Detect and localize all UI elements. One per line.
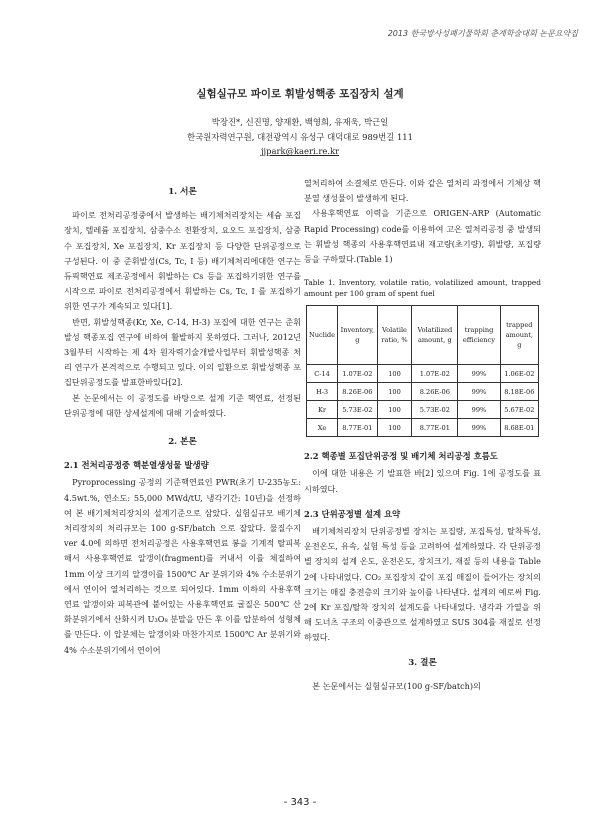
right-paragraph-1: 열처리하여 소결체로 만든다. 이와 같은 열처리 과정에서 기체상 핵분열 생성물이 발생하게 된다. <box>304 178 541 204</box>
paper-affiliation: 한국원자력연구원, 대전광역시 유성구 대덕대로 989번길 111 <box>187 132 413 142</box>
table-cell: 1.07E-02 <box>338 365 378 383</box>
table-header-cell: trapping efficiency <box>458 306 500 365</box>
conclusion-paragraph: 본 논문에서는 실험실규모(100 g-SF/batch)의 <box>312 680 481 691</box>
table-caption: Table 1. Inventory, volatile ratio, volatilized amount, trapped amount per 100 gram of spent fuel <box>304 278 541 299</box>
author-email-link[interactable]: jjpark@kaeri.re.kr <box>260 146 340 156</box>
table-cell: 1.06E-02 <box>500 365 538 383</box>
table-cell: 8.77E-01 <box>412 419 458 437</box>
subsection-heading-2-1: 2.1 전처리공정중 핵분열생성물 발생량 <box>64 460 209 471</box>
section-heading-intro: 1. 서론 <box>168 187 197 197</box>
section-2-1-paragraph: Pyroprocessing 공정의 기준핵연료인 PWR(초기 U-235농도: 4.5wt.%, 연소도: 55,000 MWd/tU, 냉각기간: 10년)을 선정하여 본 배기체처리장치의 설계기준으로 삼았다. 실험실규모 배기체처리장치의 처리규모는 100 g-SF/batch 으로 잡았다. 물질수지 ver 4.0에 의하면 전처리공정은 사용후핵연료 봉을 기계적 탈피복해서 사용후핵연료 알갱이(fragment)를 커내서 이를 체질하여 1mm 이상 크기의 알갱이를 1500℃ Ar 분위기와 4% 수소분위기에서 연이어 열처리하는 것으로 되어있다. 1mm 이하의 사용후핵연료 알갱이와 피복관에 붙어있는 사용후핵연료 굴질은 500℃ 산화분위기에서 산화시켜 U₃O₈ 분말을 만든 후 이를 압분하여 성형체를 만든다. 이 압분체는 알갱이와 마찬가지로 1500℃ Ar 분위기와 4% 수소분위기에서 연이어 <box>64 477 301 655</box>
table-cell: 8.26E-06 <box>338 383 378 401</box>
table-header-cell: Volatilized amount, g <box>412 306 458 365</box>
table-cell: 100 <box>377 383 412 401</box>
table-cell: C-14 <box>307 365 338 383</box>
inventory-table <box>306 305 539 437</box>
table-cell: 5.73E-02 <box>338 401 378 419</box>
table-cell: 8.77E-01 <box>338 419 378 437</box>
table-cell: 99% <box>458 419 500 437</box>
subsection-heading-2-3: 2.3 단위공정별 설계 요약 <box>304 508 401 519</box>
table-cell: Kr <box>307 401 338 419</box>
left-column <box>64 176 301 658</box>
paper-authors: 박장진*, 신진명, 양재환, 백영희, 유재욱, 박근일 <box>211 117 389 127</box>
table-header-row <box>307 306 539 365</box>
table-row <box>307 365 539 383</box>
table-cell: 8.68E-01 <box>500 419 538 437</box>
table-header-cell: trapped amount, g <box>500 306 538 365</box>
page-number: - 343 - <box>283 797 317 808</box>
table-header-cell: Nuclide <box>307 306 338 365</box>
table-row <box>307 383 539 401</box>
conference-header: 2013 한국방사성폐기물학회 춘계학술대회 논문요약집 <box>387 29 578 38</box>
intro-paragraph-2: 반면, 휘발성핵종(Kr, Xe, C-14, H-3) 포집에 대한 연구는 준휘발성 핵종포집 연구에 비하여 활발하지 못하였다. 그러나, 2012년 3월부터 시작하는 제 4차 원자력기술개발사업부터 휘발성핵종 처리 연구가 본격적으로 수행되고 있다. 이의 일환으로 휘발성핵종 포집단위공정도를 발표한바있다[2]. <box>64 316 301 388</box>
table-cell: 100 <box>377 401 412 419</box>
table-header-cell: Inventory, g <box>338 306 378 365</box>
section-2-2-paragraph: 이에 대한 내용은 기 발표한 바[2] 있으며 Fig. 1에 공정도를 표시하였다. <box>304 468 541 494</box>
table-cell: 99% <box>458 401 500 419</box>
section-heading-body: 2. 본론 <box>168 437 197 448</box>
right-column <box>304 176 541 694</box>
subsection-heading-2-2: 2.2 핵종별 포집단위공정 및 배기체 처리공정 흐름도 <box>304 451 498 462</box>
table-cell: 1.07E-02 <box>412 365 458 383</box>
table-cell: 99% <box>458 365 500 383</box>
table-cell: 100 <box>377 419 412 437</box>
table-cell: H-3 <box>307 383 338 401</box>
table-cell: 100 <box>377 365 412 383</box>
right-paragraph-2: 사용후핵연료 이력을 기준으로 ORIGEN-ARP (Automatic Rapid Processing) code를 이용하여 고온 열처리공정 중 발생되는 휘발성 핵종의 사용후핵연료내 재고량(초기량), 휘발량, 포집량 등을 구하였다.(Table 1) <box>304 208 541 265</box>
section-2-3-paragraph: 배기체처리장치 단위공정별 장치는 포집량, 포집특성, 탈착특성, 운전온도, 유속, 실험 특성 등을 고려하여 설계하였다. 각 단위공정별 장치의 설계 온도, 운전온도, 장치크기, 재질 등의 내용을 Table 2에 나타내었다. CO₂ 포집장치 같이 포집 매질이 들어가는 장치의 크기는 매질 충전층의 크기와 높이를 나타낸다. 설계의 예로써 Fig. 2에 Kr 포집/탈착 장치의 설계도를 나타내었다. 냉각과 가열을 위해 도너츠 구조의 이중관으로 설계하였고 SUS 304를 재질로 선정하였다. <box>304 526 541 643</box>
table-row <box>307 419 539 437</box>
table-cell: Xe <box>307 419 338 437</box>
table-cell: 99% <box>458 383 500 401</box>
intro-paragraph-1: 파이로 전처리공정중에서 발생하는 배기체처리장치는 세슘 포집장치, 텔레륨 포집장치, 삼중수소 전환장치, 요오드 포집장치, 삼중수 포집장치, Xe 포집장치, Kr 포집장치 등 다양한 단위공정으로 구성된다. 이 중 준휘발성(Cs, Tc, I 등) 배기체처리에대한 연구는 듀픽핵연료 제조공정에서 휘발하는 Cs 등을 포집하기위한 연구를 시작으로 파이로 전처리공정에서 휘발하는 Cs, Tc, I 를 포집하기위한 연구가 계속되고 있다[1]. <box>64 210 301 312</box>
table-cell: 5.67E-02 <box>500 401 538 419</box>
table-row <box>307 401 539 419</box>
table-header-cell: Volatile ratio, % <box>377 306 412 365</box>
section-heading-conclusion: 3. 결론 <box>408 657 437 668</box>
table-cell: 8.18E-06 <box>500 383 538 401</box>
table-cell: 8.26E-06 <box>412 383 458 401</box>
table-cell: 5.73E-02 <box>412 401 458 419</box>
intro-paragraph-3: 본 논문에서는 이 공정도를 바탕으로 설계 기준 핵연료, 선정된 단위공정에 대한 상세설계에 대해 기술하였다. <box>64 392 301 418</box>
paper-title: 실험실규모 파이로 휘발성핵종 포집장치 설계 <box>196 88 404 100</box>
